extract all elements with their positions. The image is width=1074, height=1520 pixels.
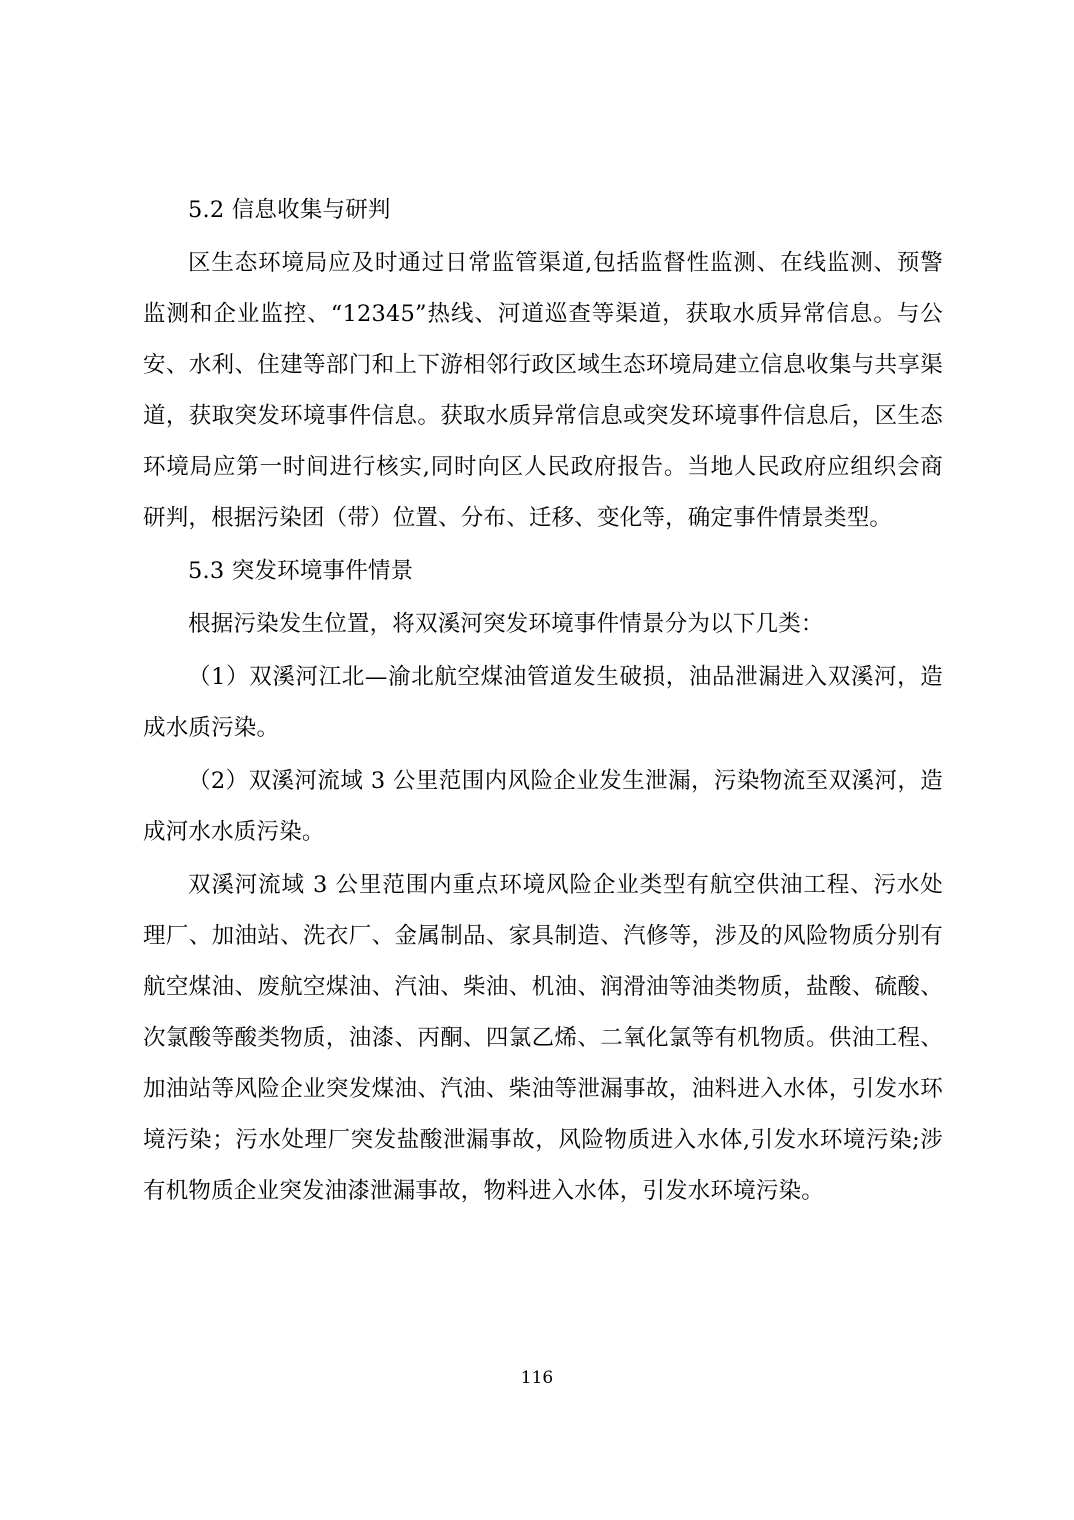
document-body — [143, 185, 943, 1217]
scenario-item-1: （1）双溪河江北—渝北航空煤油管道发生破损，油品泄漏进入双溪河，造成水质污染。 — [143, 664, 943, 741]
page-number: 116 — [520, 1368, 554, 1388]
scenario-item-2: （2）双溪河流域 3 公里范围内风险企业发生泄漏，污染物流至双溪河，造成河水水质污染。 — [143, 768, 943, 845]
risk-enterprise-detail: 双溪河流域 3 公里范围内重点环境风险企业类型有航空供油工程、污水处理厂、加油站、洗衣厂、金属制品、家具制造、汽修等，涉及的风险物质分别有航空煤油、废航空煤油、汽油、柴油、机油、润滑油等油类物质，盐酸、硫酸、次氯酸等酸类物质，油漆、丙酮、四氯乙烯、二氧化氯等有机物质。供油工程、加油站等风险企业突发煤油、汽油、柴油等泄漏事故，油料进入水体，引发水环境污染；污水处理厂突发盐酸泄漏事故，风险物质进入水体,引发水环境污染;涉有机物质企业突发油漆泄漏事故，物料进入水体，引发水环境污染。 — [143, 872, 943, 1204]
section-5-2-heading: 5.2 信息收集与研判 — [188, 197, 391, 223]
section-5-3-intro: 根据污染发生位置，将双溪河突发环境事件情景分为以下几类： — [188, 611, 824, 637]
section-5-3-heading: 5.3 突发环境事件情景 — [188, 558, 414, 584]
section-5-2-body: 区生态环境局应及时通过日常监管渠道,包括监督性监测、在线监测、预警监测和企业监控、“12345”热线、河道巡查等渠道，获取水质异常信息。与公安、水利、住建等部门和上下游相邻行政区域生态环境局建立信息收集与共享渠道，获取突发环境事件信息。获取水质异常信息或突发环境事件信息后，区生态环境局应第一时间进行核实,同时向区人民政府报告。当地人民政府应组织会商研判，根据污染团（带）位置、分布、迁移、变化等，确定事件情景类型。 — [143, 250, 943, 531]
